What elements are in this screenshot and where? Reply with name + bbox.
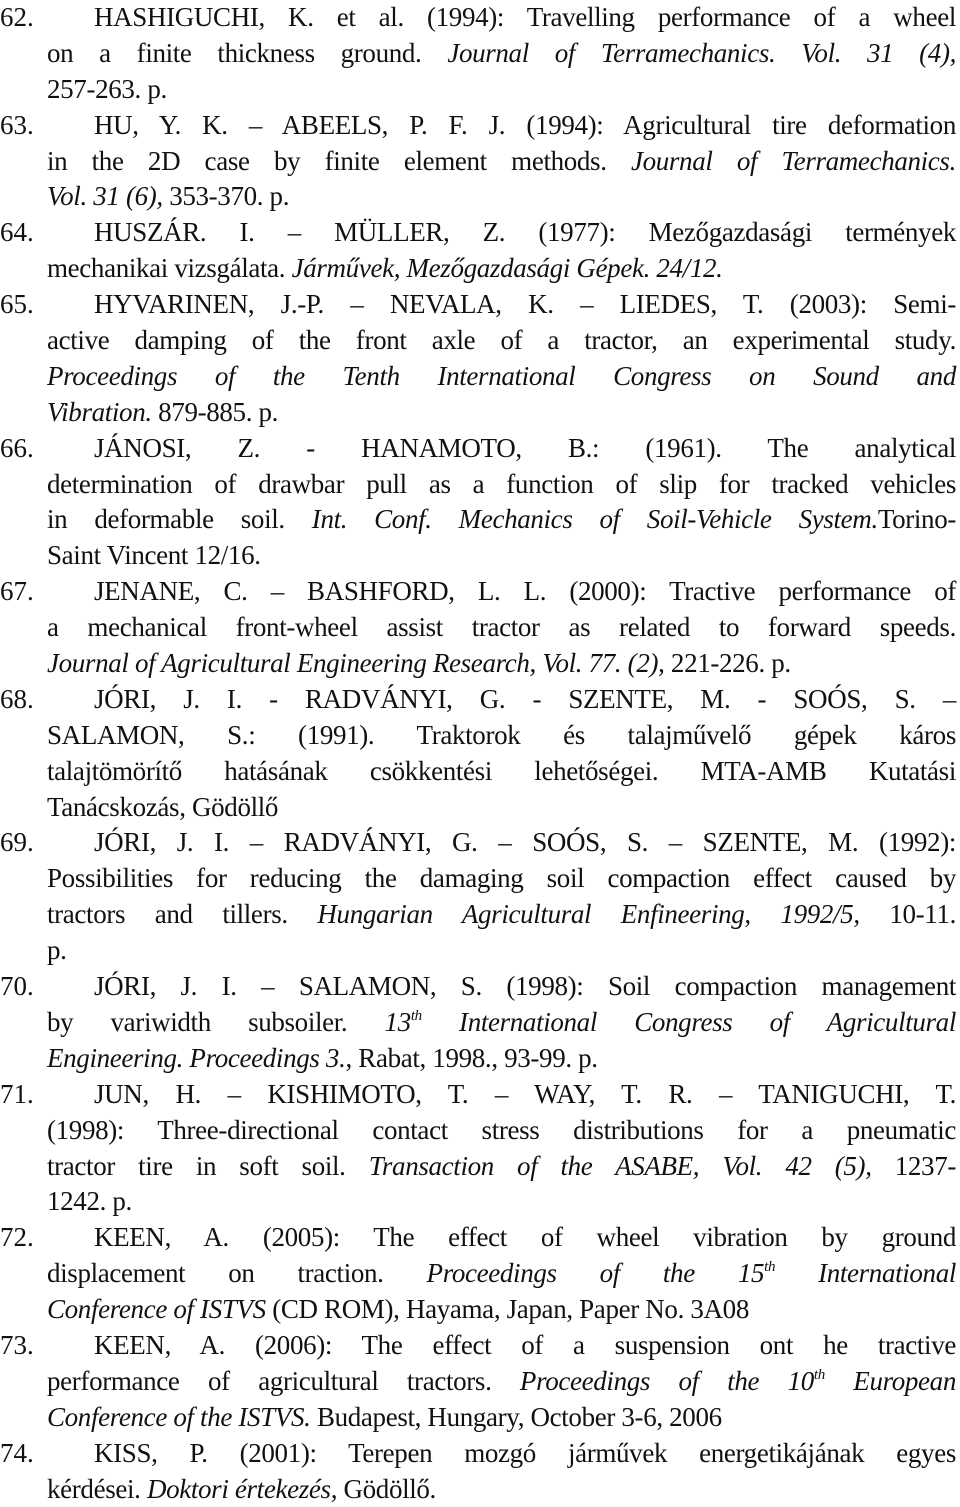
text: tractor tire in soft soil. xyxy=(47,1150,369,1181)
text: JÁNOSI, Z. - HANAMOTO, B.: (1961). The analytical xyxy=(94,432,956,463)
reference-line xyxy=(47,1113,956,1149)
reference-line xyxy=(94,1328,956,1364)
reference-line xyxy=(94,682,956,718)
reference-line xyxy=(47,251,956,287)
reference-line xyxy=(47,1041,956,1077)
text: Torino- xyxy=(877,504,956,535)
reference-line xyxy=(47,1184,956,1220)
reference-entry xyxy=(0,1220,956,1328)
text: on a finite thickness ground. xyxy=(47,37,448,68)
reference-entry xyxy=(0,1077,956,1221)
text: JÓRI, J. I. - RADVÁNYI, G. - SZENTE, M. - SOÓS, S. – xyxy=(94,683,956,714)
reference-entry xyxy=(0,682,956,826)
reference-line xyxy=(47,718,956,754)
reference-number: 66. xyxy=(0,432,34,463)
italic-text: Hungarian Agricultural Enfineering, 1992/5, xyxy=(317,899,860,930)
reference-line xyxy=(94,1220,956,1256)
reference-line xyxy=(94,0,956,36)
text: 1242. p. xyxy=(47,1186,132,1217)
italic-text: Journal of Terramechanics. Vol. 31 (4), xyxy=(447,37,956,68)
text: determination of drawbar pull as a function of slip for tracked vehicles xyxy=(47,468,956,499)
reference-entry xyxy=(0,1328,956,1436)
text: a mechanical front-wheel assist tractor as related to forward speeds. xyxy=(47,612,956,643)
italic-text: Járművek, Mezőgazdasági Gépek. 24/12. xyxy=(291,253,723,284)
italic-text: European xyxy=(824,1365,956,1396)
text: by variwidth subsoiler. xyxy=(47,1006,385,1037)
text: p. xyxy=(47,935,67,966)
reference-line xyxy=(47,144,956,180)
italic-text: International xyxy=(775,1258,957,1289)
reference-number: 65. xyxy=(0,289,34,320)
reference-entry xyxy=(0,0,956,108)
text: 879-885. p. xyxy=(151,396,279,427)
italic-text: Vibration. xyxy=(47,396,152,427)
reference-number: 64. xyxy=(0,217,34,248)
text: SALAMON, S.: (1991). Traktorok és talajművelő gépek káros xyxy=(47,719,956,750)
text: Tanácskozás, Gödöllő xyxy=(47,791,279,822)
reference-line xyxy=(47,36,956,72)
italic-text: Doktori értekezés, xyxy=(146,1473,338,1504)
reference-line xyxy=(94,215,956,251)
italic-text: Engineering. Proceedings 3. xyxy=(47,1042,346,1073)
italic-text: Proceedings of the Tenth International Congress on Sound and xyxy=(47,360,956,391)
text: displacement on traction. xyxy=(47,1258,427,1289)
superscript: th xyxy=(813,1366,825,1383)
text: HUSZÁR. I. – MÜLLER, Z. (1977): Mezőgazdasági termények xyxy=(94,217,956,248)
text: 353-370. p. xyxy=(162,181,290,212)
reference-number: 73. xyxy=(0,1329,34,1360)
italic-text: Conference of the ISTVS. xyxy=(47,1401,311,1432)
superscript: th xyxy=(764,1259,776,1276)
text: KEEN, A. (2006): The effect of a suspension ont he tractive xyxy=(94,1329,956,1360)
reference-line xyxy=(47,72,956,108)
reference-line xyxy=(47,1005,956,1041)
italic-text: Transaction of the ASABE, Vol. 42 (5), xyxy=(368,1150,872,1181)
reference-number: 68. xyxy=(0,683,34,714)
text: in the 2D case by finite element methods. xyxy=(47,145,631,176)
text: HYVARINEN, J.-P. – NEVALA, K. – LIEDES, T. (2003): Semi- xyxy=(94,289,956,320)
text: HU, Y. K. – ABEELS, P. F. J. (1994): Agricultural tire deformation xyxy=(94,109,956,140)
reference-line xyxy=(94,108,956,144)
text: HASHIGUCHI, K. et al. (1994): Travelling performance of a wheel xyxy=(94,2,956,32)
text: 221-226. p. xyxy=(664,648,791,679)
italic-text: Proceedings of the 15 xyxy=(426,1258,765,1289)
reference-entry xyxy=(0,825,956,969)
reference-line xyxy=(47,790,956,826)
reference-line xyxy=(47,1292,956,1328)
italic-text: Int. Conf. Mechanics of Soil-Vehicle System. xyxy=(311,504,878,535)
reference-line xyxy=(47,502,956,538)
text: Possibilities for reducing the damaging soil compaction effect caused by xyxy=(47,863,956,894)
text: kérdései. xyxy=(47,1473,147,1504)
reference-line xyxy=(47,1400,956,1436)
italic-text: Proceedings of the 10 xyxy=(519,1365,814,1396)
reference-line xyxy=(94,825,956,861)
text: Budapest, Hungary, October 3-6, 2006 xyxy=(310,1401,722,1432)
text: KEEN, A. (2005): The effect of wheel vibration by ground xyxy=(94,1222,956,1253)
reference-number: 67. xyxy=(0,576,34,607)
text: 10-11. xyxy=(859,899,956,930)
reference-line xyxy=(47,610,956,646)
reference-entry xyxy=(0,574,956,682)
text: 1237- xyxy=(871,1150,956,1181)
reference-line xyxy=(47,1364,956,1400)
reference-line xyxy=(47,395,956,431)
reference-line xyxy=(94,574,956,610)
italic-text: International Congress of Agricultural xyxy=(421,1006,956,1037)
italic-text: Journal of Terramechanics. xyxy=(630,145,956,176)
reference-entry xyxy=(0,1436,956,1507)
text: Gödöllő. xyxy=(337,1473,436,1504)
reference-line xyxy=(47,1472,956,1507)
reference-line xyxy=(94,1436,956,1472)
text: (1998): Three-directional contact stress distributions for a pneumatic xyxy=(47,1114,956,1145)
reference-line xyxy=(47,1149,956,1185)
text: KISS, P. (2001): Terepen mozgó járművek energetikájának egyes xyxy=(94,1437,956,1468)
reference-number: 74. xyxy=(0,1437,34,1468)
reference-line xyxy=(47,933,956,969)
reference-number: 62. xyxy=(0,2,34,32)
reference-line xyxy=(47,359,956,395)
italic-text: Vol. 31 (6), xyxy=(47,181,163,212)
text: (CD ROM), Hayama, Japan, Paper No. 3A08 xyxy=(265,1294,749,1325)
text: performance of agricultural tractors. xyxy=(47,1365,520,1396)
reference-line xyxy=(47,861,956,897)
reference-entry xyxy=(0,969,956,1077)
text: talajtömörítő hatásának csökkentési lehetőségei. MTA-AMB Kutatási xyxy=(47,755,956,786)
italic-text: Journal of Agricultural Engineering Research, Vol. 77. (2), xyxy=(47,648,665,679)
reference-entry xyxy=(0,108,956,216)
reference-line xyxy=(47,897,956,933)
text: 257-263. p. xyxy=(47,73,167,104)
reference-line xyxy=(47,323,956,359)
reference-number: 71. xyxy=(0,1078,34,1109)
text: JENANE, C. – BASHFORD, L. L. (2000): Tractive performance of xyxy=(94,576,956,607)
superscript: th xyxy=(410,1007,422,1024)
reference-entry xyxy=(0,287,956,431)
reference-number: 72. xyxy=(0,1222,34,1253)
reference-entry xyxy=(0,431,956,575)
text: , Rabat, 1998., 93-99. p. xyxy=(345,1042,598,1073)
reference-line xyxy=(94,969,956,1005)
text: JÓRI, J. I. – RADVÁNYI, G. – SOÓS, S. – SZENTE, M. (1992): xyxy=(94,827,956,858)
reference-line xyxy=(47,179,956,215)
reference-number: 69. xyxy=(0,827,34,858)
text: active damping of the front axle of a tractor, an experimental study. xyxy=(47,325,956,356)
text: in deformable soil. xyxy=(47,504,312,535)
reference-number: 70. xyxy=(0,971,34,1002)
italic-text: 13 xyxy=(384,1006,411,1037)
reference-line xyxy=(94,287,956,323)
reference-entry xyxy=(0,215,956,287)
reference-line xyxy=(47,754,956,790)
text: JUN, H. – KISHIMOTO, T. – WAY, T. R. – TANIGUCHI, T. xyxy=(94,1078,956,1109)
reference-line xyxy=(47,646,956,682)
reference-line xyxy=(47,1256,956,1292)
text: JÓRI, J. I. – SALAMON, S. (1998): Soil compaction management xyxy=(94,971,956,1002)
text: Saint Vincent 12/16. xyxy=(47,540,261,571)
text: mechanikai vizsgálata. xyxy=(47,253,292,284)
reference-line xyxy=(94,431,956,467)
text: tractors and tillers. xyxy=(47,899,318,930)
reference-line xyxy=(47,467,956,503)
reference-number: 63. xyxy=(0,109,34,140)
italic-text: Conference of ISTVS xyxy=(47,1294,266,1325)
reference-line xyxy=(47,538,956,574)
reference-line xyxy=(94,1077,956,1113)
